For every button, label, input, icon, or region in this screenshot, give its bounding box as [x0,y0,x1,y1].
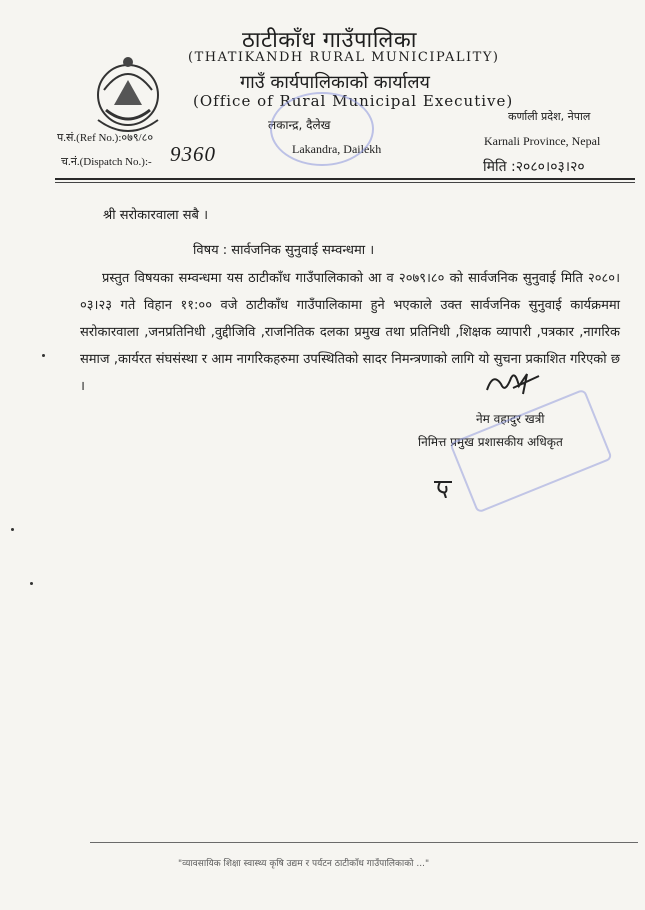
subject-line: विषय : सार्वजनिक सुनुवाई सम्वन्धमा । [193,243,375,258]
header-divider [55,178,635,180]
signature-icon [483,368,543,402]
dispatch-label: च.नं.(Dispatch No.):- [61,156,152,168]
speck [30,582,33,585]
office-name-np: गाउँ कार्यपालिकाको कार्यालय [240,72,430,93]
letter-body: प्रस्तुत विषयका सम्वन्धमा यस ठाटीकाँध गाउँपालिकाको आ व २०७९।८० को सार्वजनिक सुनुवाई मिति २०८०।०३।२३ गते विहान ११:०० वजे ठाटीकाँध गाउँपालिकामा हुने भएकाले उक्त सार्वजनिक सुनुवाई कार्यक्रममा सरोकारवाला ,जनप्रतिनिधी ,वुद्दीजिवि ,राजनितिक दलका प्रमुख तथा प्रतिनिधी ,शिक्षक व्यापारी ,पत्रकार ,नागरिक समाज ,कार्यरत संघसंस्था र आम नागरिकहरुमा उपस्थितिको सादर निमन्त्रणाको लागि यो सुचना प्रकाशित गरिएको छ । [80,271,620,394]
office-stamp-icon [270,92,374,166]
nepal-emblem-icon [92,50,164,136]
letter-date: मिति :२०८०।०३।२० [483,159,585,175]
province-en: Karnali Province, Nepal [484,134,601,148]
header-divider-thin [55,182,635,183]
signer-designation: निमित्त प्रमुख प्रशासकीय अधिकृत [418,435,563,449]
initial-mark-icon [432,474,454,498]
office-name-en: (Office of Rural Municipal Executive) [193,92,514,110]
province-np: कर्णाली प्रदेश, नेपाल [508,110,591,123]
signer-name: नेम वहादुर खत्री [476,412,545,426]
municipality-name-en: (THATIKANDH RURAL MUNICIPALITY) [188,50,500,65]
footer-motto: "व्यावसायिक शिक्षा स्वास्थ्य कृषि उद्यम र पर्यटन ठाटीकाँध गाउँपालिकाको ..." [178,859,430,869]
speck [11,528,14,531]
official-seal-icon [449,388,613,513]
footer-divider [90,842,638,843]
speck [42,354,45,357]
salutation: श्री सरोकारवाला सबै । [103,208,209,223]
municipality-name-np: ठाटीकाँध गाउँपालिका [242,28,417,53]
reference-number: प.सं.(Ref No.):०७९/८० [57,132,154,144]
dispatch-number: 9360 [170,142,216,166]
location-en: Lakandra, Dailekh [292,142,382,156]
location-np: लकान्द्र, दैलेख [268,118,331,132]
